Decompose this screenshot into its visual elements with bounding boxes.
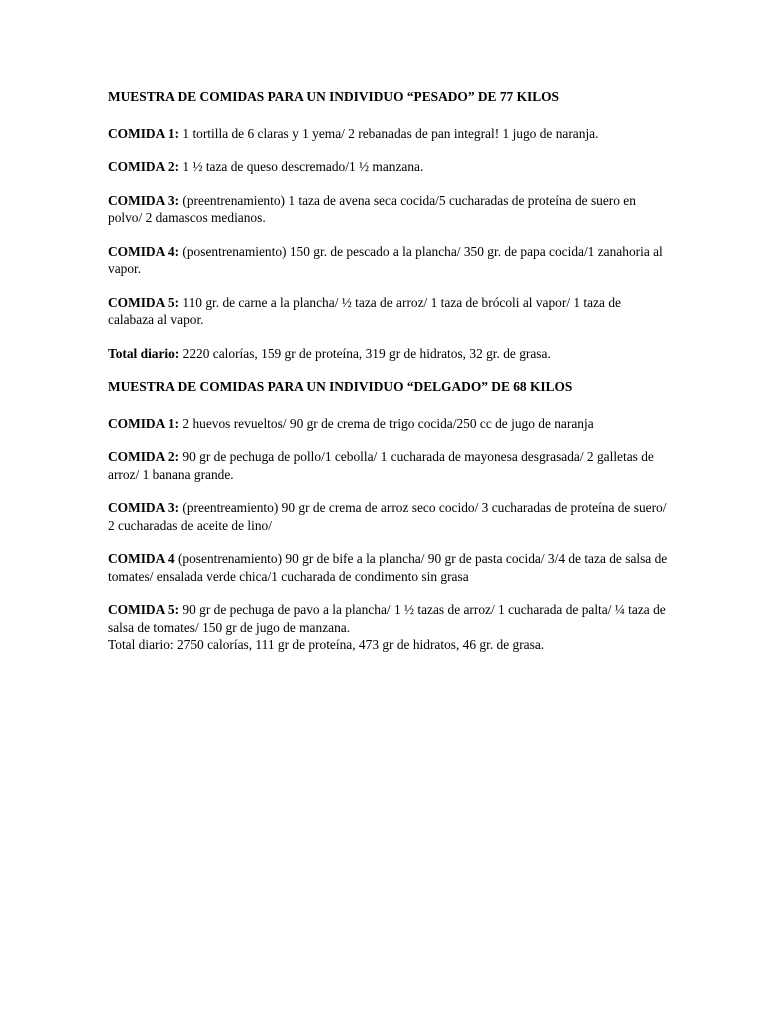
daily-total-paragraph: Total diario: 2750 calorías, 111 gr de proteína, 473 gr de hidratos, 46 gr. de grasa.	[108, 637, 545, 652]
meal-label: COMIDA 5:	[108, 602, 180, 617]
meal-paragraph	[108, 243, 668, 278]
meal-label: COMIDA 3:	[108, 192, 180, 208]
meal-text: 90 gr de pechuga de pavo a la plancha/ 1 ½ tazas de arroz/ 1 cucharada de palta/ ¼ taza de salsa de tomates/ 150 gr de jugo de manzana.	[108, 602, 666, 635]
meal-label: COMIDA 2:	[108, 159, 180, 174]
section-heading-pesado: MUESTRA DE COMIDAS PARA UN INDIVIDUO “PESADO” DE 77 KILOS	[108, 89, 559, 104]
meal-text: 1 ½ taza de queso descremado/1 ½ manzana.	[179, 159, 424, 174]
meal-text: (posentrenamiento) 90 gr de bife a la plancha/ 90 gr de pasta cocida/ 3/4 de taza de salsa de tomates/ ensalada verde chica/1 cucharada de condimento sin grasa	[108, 551, 668, 584]
meal-label: COMIDA 4	[108, 551, 175, 566]
meal-paragraph	[108, 550, 668, 585]
meal-paragraph	[108, 158, 668, 176]
meal-text: (preentreamiento) 90 gr de crema de arroz seco cocido/ 3 cucharadas de proteína de suero/ 2 cucharadas de aceite de lino/	[108, 500, 667, 533]
meal-label: COMIDA 1:	[108, 125, 180, 141]
meal-text: 1 tortilla de 6 claras y 1 yema/ 2 rebanadas de pan integral! 1 jugo de naranja.	[179, 125, 599, 141]
meal-label: COMIDA 3:	[108, 500, 180, 515]
meal-text: (preentrenamiento) 1 taza de avena seca cocida/5 cucharadas de proteína de suero en polvo/ 2 damascos medianos.	[108, 192, 636, 225]
meal-text: 90 gr de pechuga de pollo/1 cebolla/ 1 cucharada de mayonesa desgrasada/ 2 galletas de arroz/ 1 banana grande.	[108, 449, 654, 482]
meal-text: 2 huevos revueltos/ 90 gr de crema de trigo cocida/250 cc de jugo de naranja	[179, 415, 594, 431]
meal-text: (posentrenamiento) 150 gr. de pescado a la plancha/ 350 gr. de papa cocida/1 zanahoria al vapor.	[108, 243, 663, 276]
meal-label: COMIDA 4:	[108, 243, 180, 259]
section-heading-delgado: MUESTRA DE COMIDAS PARA UN INDIVIDUO “DELGADO” DE 68 KILOS	[108, 379, 573, 394]
meal-label: COMIDA 2:	[108, 449, 180, 464]
meal-paragraph	[108, 499, 668, 534]
daily-total-label: Total diario:	[108, 345, 180, 361]
meal-text: 110 gr. de carne a la plancha/ ½ taza de arroz/ 1 taza de brócoli al vapor/ 1 taza de calabaza al vapor.	[108, 294, 621, 327]
meal-paragraph	[108, 294, 668, 329]
daily-total-text: 2220 calorías, 159 gr de proteína, 319 gr de hidratos, 32 gr. de grasa.	[179, 345, 551, 361]
document-page	[108, 88, 668, 670]
meal-paragraph	[108, 448, 668, 483]
daily-total-paragraph	[108, 345, 668, 363]
meal-paragraph	[108, 125, 668, 143]
meal-label: COMIDA 1:	[108, 415, 180, 431]
meal-label: COMIDA 5:	[108, 294, 180, 310]
meal-paragraph	[108, 415, 668, 433]
meal-paragraph	[108, 601, 668, 636]
meal-paragraph	[108, 192, 668, 227]
